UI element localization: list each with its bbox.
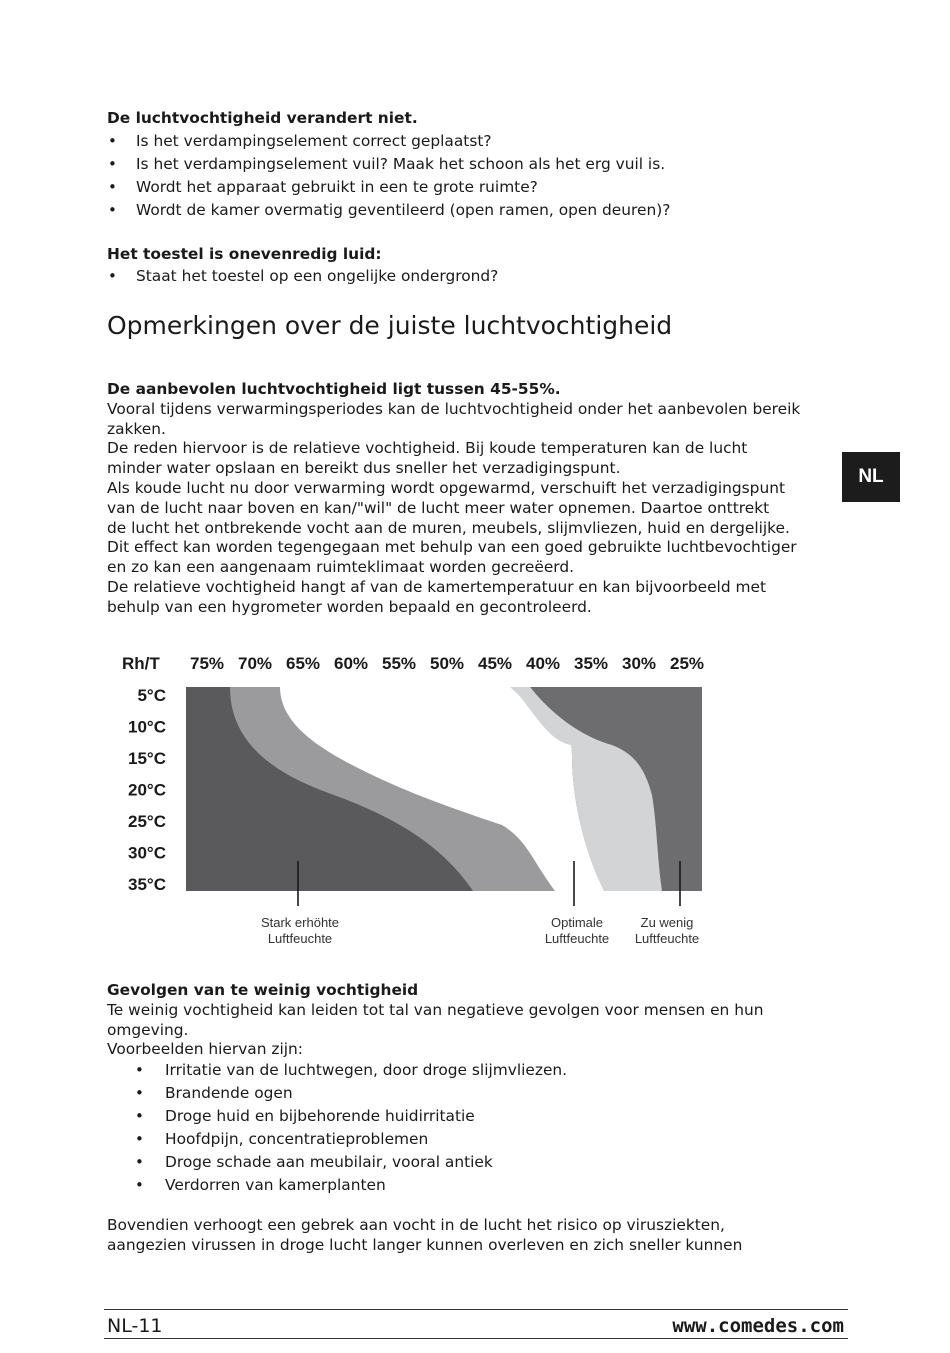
consequences-list (165, 1059, 567, 1197)
paragraph-line: De reden hiervoor is de relatieve vochtigheid. Bij koude temperaturen kan de lucht (107, 439, 748, 458)
list-item: • Staat het toestel op een ongelijke ondergrond? (136, 265, 498, 288)
page-number: NL-11 (107, 1315, 163, 1337)
paragraph-line: van de lucht naar boven en kan/"wil" de lucht meer water opnemen. Daartoe onttrekt (107, 498, 770, 517)
list-item: • Is het verdampingselement vuil? Maak het schoon als het erg vuil is. (136, 153, 670, 176)
section-heading-device-loud: Het toestel is onevenredig luid: (107, 245, 382, 263)
list-item: • Droge schade aan meubilair, vooral antiek (165, 1151, 567, 1174)
website-url: www.comedes.com (672, 1315, 844, 1337)
x-tick-label: 55% (381, 654, 417, 673)
list-item: • Droge huid en bijbehorende huidirritatie (165, 1105, 567, 1128)
x-tick-label: 75% (189, 654, 225, 673)
paragraph-line: De relatieve vochtigheid hangt af van de kamertemperatuur en kan bijvoorbeeld met (107, 577, 766, 596)
paragraph-line: minder water opslaan en bereikt dus sneller het verzadigingspunt. (107, 459, 621, 478)
annotation-label: Optimale (550, 915, 604, 930)
page-title: Opmerkingen over de juiste luchtvochtigheid (107, 311, 673, 340)
y-tick-label: 5°C (137, 686, 166, 705)
annotation-label: Zu wenig (640, 915, 694, 930)
section-heading-humidity-unchanged: De luchtvochtigheid verandert niet. (107, 109, 418, 127)
paragraph-line: Voorbeelden hiervan zijn: (107, 1040, 303, 1059)
annotation-label: Luftfeuchte (544, 931, 610, 946)
paragraph-line: Te weinig vochtigheid kan leiden tot tal van negatieve gevolgen voor mensen en hun (107, 1000, 764, 1019)
humidity-unchanged-checklist (136, 130, 670, 222)
recommendation-heading: De aanbevolen luchtvochtigheid ligt tussen 45-55%. (107, 380, 561, 398)
list-item: • Wordt de kamer overmatig geventileerd (open ramen, open deuren)? (136, 199, 670, 222)
column-header-row (122, 654, 704, 673)
footer-rule-top (104, 1309, 848, 1310)
y-tick-label: 35°C (128, 875, 166, 894)
consequences-heading: Gevolgen van te weinig vochtigheid (107, 981, 419, 999)
paragraph-line: behulp van een hygrometer worden bepaald en gecontroleerd. (107, 597, 592, 616)
list-item: • Is het verdampingselement correct geplaatst? (136, 130, 670, 153)
y-tick-label: 15°C (128, 749, 166, 768)
x-tick-label: 25% (669, 654, 705, 673)
language-tab: NL (842, 452, 900, 502)
annotation-label: Stark erhöhte (260, 915, 340, 930)
chart-plot-area (186, 687, 702, 891)
x-tick-label: 35% (573, 654, 609, 673)
paragraph-line: Als koude lucht nu door verwarming wordt opgewarmd, verschuift het verzadigingspunt (107, 478, 785, 497)
list-item: • Hoofdpijn, concentratieproblemen (165, 1128, 567, 1151)
closing-paragraph (107, 1216, 742, 1256)
annotation-label: Luftfeuchte (634, 931, 700, 946)
list-item: • Irritatie van de luchtwegen, door droge slijmvliezen. (165, 1059, 567, 1082)
paragraph-line: en zo kan een aangenaam ruimteklimaat worden gecreëerd. (107, 558, 575, 577)
list-item: • Verdorren van kamerplanten (165, 1174, 567, 1197)
footer-rule-bottom (104, 1338, 848, 1339)
paragraph-line: Bovendien verhoogt een gebrek aan vocht in de lucht het risico op virusziekten, (107, 1216, 725, 1234)
y-axis-labels (128, 686, 166, 894)
y-tick-label: 30°C (128, 843, 166, 863)
y-tick-label: 25°C (128, 812, 166, 831)
paragraph-line: Vooral tijdens verwarmingsperiodes kan de luchtvochtigheid onder het aanbevolen bereik (107, 399, 801, 418)
y-tick-label: 10°C (128, 717, 166, 737)
x-tick-label: 70% (237, 654, 273, 673)
recommendation-paragraph (107, 380, 800, 618)
list-item: • Wordt het apparaat gebruikt in een te grote ruimte? (136, 176, 670, 199)
paragraph-line: omgeving. (107, 1020, 189, 1039)
x-axis-labels (190, 654, 704, 673)
x-tick-label: 45% (477, 654, 513, 673)
y-tick-label: 20°C (128, 780, 166, 800)
paragraph-line: zakken. (107, 419, 166, 438)
consequences-section (107, 981, 763, 1060)
device-loud-checklist (136, 265, 498, 288)
x-tick-label: 65% (285, 654, 321, 673)
paragraph-line: Dit effect kan worden tegengegaan met behulp van een goed gebruikte luchtbevochtiger (107, 538, 797, 557)
x-tick-label: 50% (429, 654, 465, 673)
paragraph-line: de lucht het ontbrekende vocht aan de muren, meubels, slijmvliezen, huid en dergelijke. (107, 518, 790, 537)
annotation-label: Luftfeuchte (267, 931, 333, 946)
list-item: • Brandende ogen (165, 1082, 567, 1105)
humidity-temperature-chart (112, 645, 712, 950)
x-tick-label: 30% (621, 654, 657, 673)
x-tick-label: 40% (525, 654, 561, 673)
paragraph-line: aangezien virussen in droge lucht langer kunnen overleven en zich sneller kunnen (107, 1235, 743, 1254)
corner-label: Rh/T (122, 654, 160, 673)
x-tick-label: 60% (333, 654, 369, 673)
